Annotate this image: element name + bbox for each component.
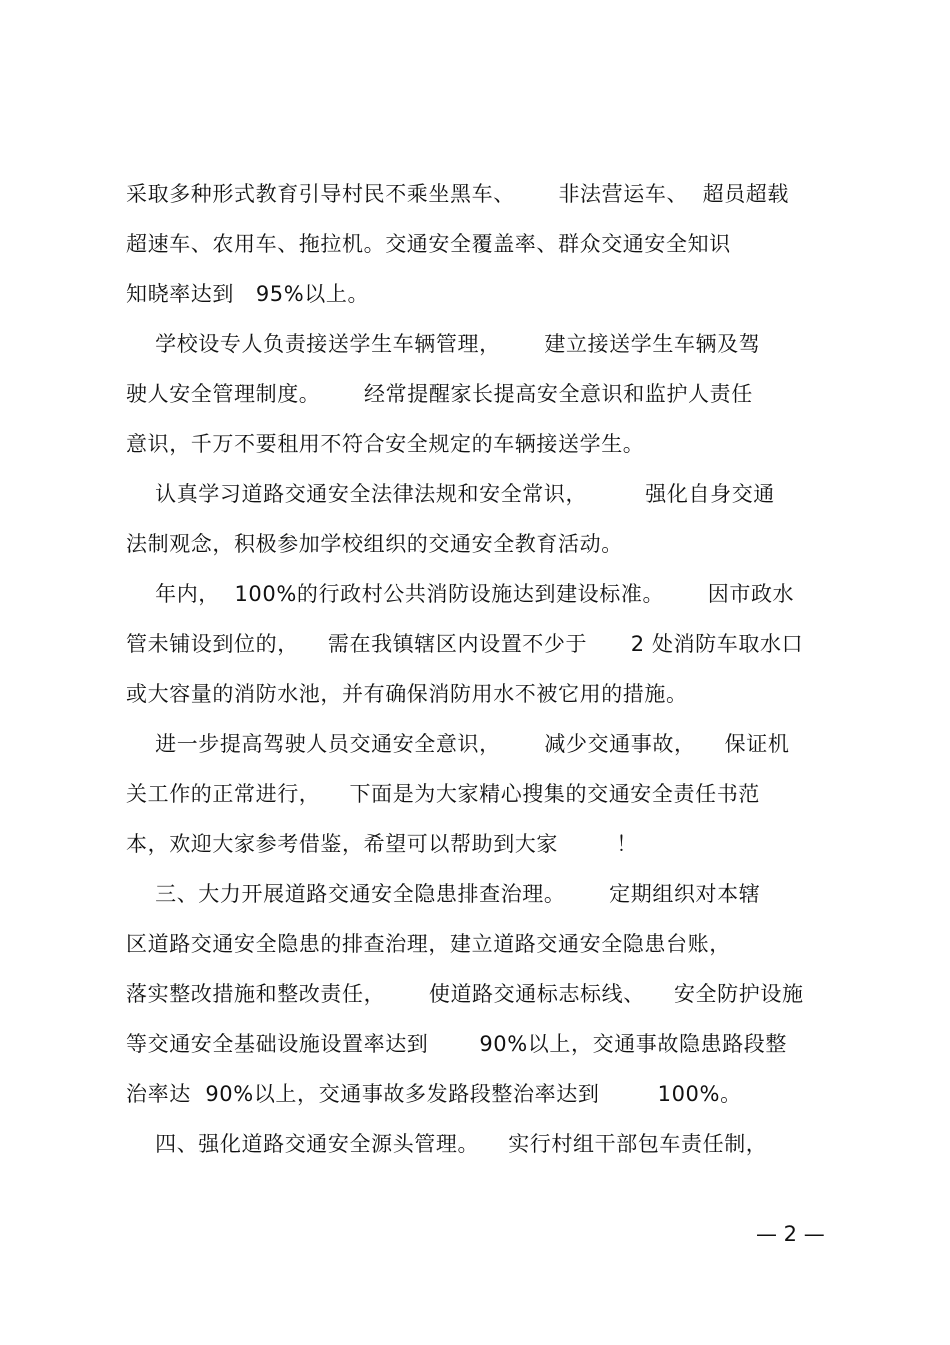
text-line-14: 本，欢迎大家参考借鉴，希望可以帮助到大家 ！ <box>126 832 638 856</box>
text-line-11: 或大容量的消防水池，并有确保消防用水不被它用的措施。 <box>126 682 688 706</box>
text-line-2: 超速车、农用车、拖拉机。交通安全覆盖率、群众交通安全知识 <box>126 232 731 256</box>
text-line-4: 学校设专人负责接送学生车辆管理， 建立接送学生车辆及驾 <box>126 332 761 356</box>
text-line-5: 驶人安全管理制度。 经常提醒家长提高安全意识和监护人责任 <box>126 382 753 406</box>
text-line-18: 等交通安全基础设施设置率达到 90%以上，交通事故隐患路段整 <box>126 1032 788 1056</box>
text-line-13: 关工作的正常进行， 下面是为大家精心搜集的交通安全责任书范 <box>126 782 760 806</box>
text-line-19: 治率达 90%以上，交通事故多发路段整治率达到 100%。 <box>126 1082 742 1106</box>
text-line-6: 意识，千万不要租用不符合安全规定的车辆接送学生。 <box>126 432 645 456</box>
text-line-8: 法制观念，积极参加学校组织的交通安全教育活动。 <box>126 532 623 556</box>
page-number: — 2 — <box>756 1222 825 1246</box>
text-line-3: 知晓率达到 95%以上。 <box>126 282 370 306</box>
text-line-9: 年内， 100%的行政村公共消防设施达到建设标准。 因市政水 <box>126 582 795 606</box>
text-line-15: 三、大力开展道路交通安全隐患排查治理。 定期组织对本辖 <box>126 882 761 906</box>
text-line-1: 采取多种形式教育引导村民不乘坐黑车、 非法营运车、 超员超载 <box>126 182 789 206</box>
text-line-17: 落实整改措施和整改责任， 使道路交通标志标线、 安全防护设施 <box>126 982 804 1006</box>
text-line-16: 区道路交通安全隐患的排查治理，建立道路交通安全隐患台账， <box>126 932 731 956</box>
text-line-20: 四、强化道路交通安全源头管理。 实行村组干部包车责任制， <box>126 1132 768 1156</box>
text-line-12: 进一步提高驾驶人员交通安全意识， 减少交通事故， 保证机 <box>126 732 790 756</box>
text-line-10: 管未铺设到位的， 需在我镇辖区内设置不少于 2 处消防车取水口 <box>126 632 804 656</box>
text-line-7: 认真学习道路交通安全法律法规和安全常识， 强化自身交通 <box>126 482 775 506</box>
